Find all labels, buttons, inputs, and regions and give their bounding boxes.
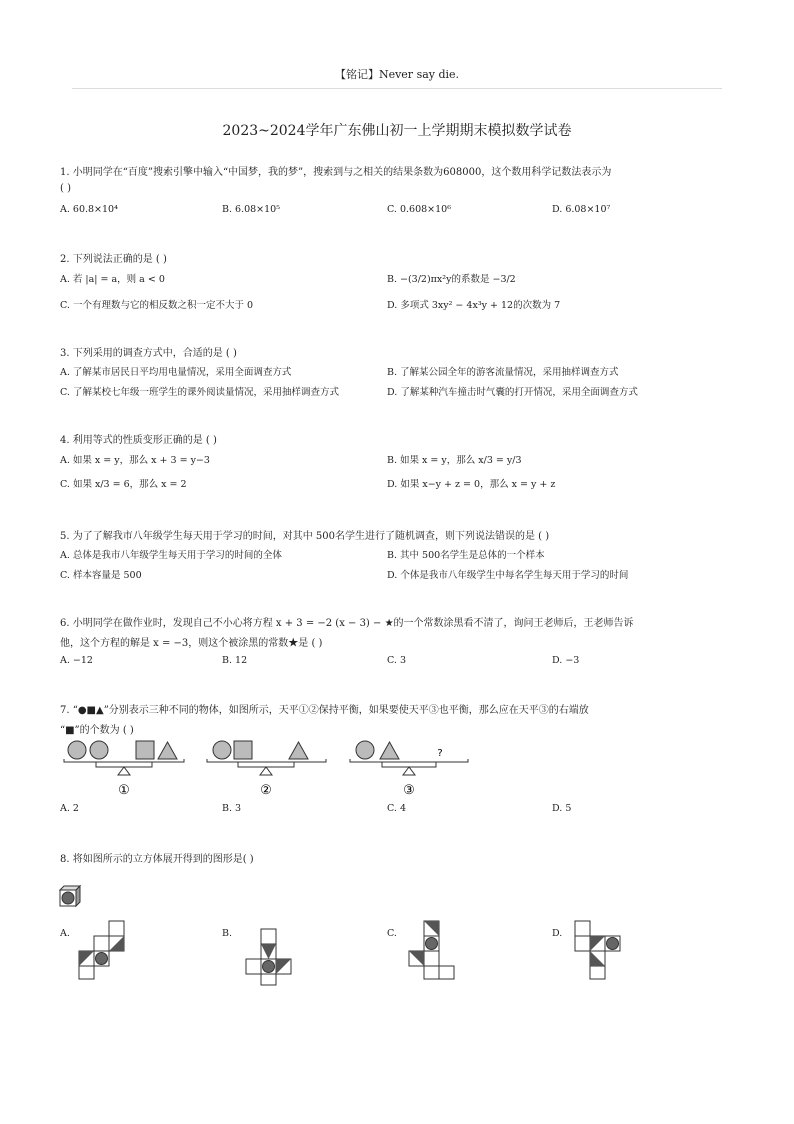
scale1-circle [90,741,108,759]
q6-option-a[interactable]: A. −12 [60,655,93,666]
q1-stem-line2: ( ) [60,183,71,194]
q2-option-c[interactable]: C. 一个有理数与它的相反数之积一定不大于 0 [60,300,254,311]
scale3-triangle [380,742,399,759]
q8-stem: 8. 将如图所示的立方体展开得到的图形是( ) [60,854,254,865]
q6-option-d[interactable]: D. −3 [552,655,580,666]
q7-stem-line2: “■”的个数为 ( ) [60,725,134,736]
q5-option-d[interactable]: D. 个体是我市八年级学生中每名学生每天用于学习的时间 [387,570,629,581]
scale2-circle [213,741,231,759]
q3-option-c[interactable]: C. 了解某校七年级一班学生的课外阅读量情况，采用抽样调查方式 [60,387,339,398]
q4-option-c[interactable]: C. 如果 x/3 = 6，那么 x = 2 [60,479,187,490]
q2-option-a[interactable]: A. 若 |a| = a，则 a < 0 [60,274,165,285]
q2-stem: 2. 下列说法正确的是 ( ) [60,254,167,265]
q1-option-b[interactable]: B. 6.08×10⁵ [222,204,281,215]
scale1-circle [68,741,86,759]
motto: 【铭记】Never say die. [334,68,460,81]
cube-icon [58,884,82,908]
q5-option-a[interactable]: A. 总体是我市八年级学生每天用于学习的时间的全体 [60,550,282,561]
q8-option-d[interactable]: D. [552,928,563,939]
scale1-square [136,741,154,759]
q5-option-b[interactable]: B. 其中 500名学生是总体的一个样本 [387,550,545,561]
net-a-figure [78,920,128,980]
q7-option-a[interactable]: A. 2 [60,803,79,814]
page-title: 2023~2024学年广东佛山初一上学期期末模拟数学试卷 [222,123,572,139]
q3-option-b[interactable]: B. 了解某公园全年的游客流量情况，采用抽样调查方式 [387,367,619,378]
q3-option-d[interactable]: D. 了解某种汽车撞击时气囊的打开情况，采用全面调查方式 [387,387,638,398]
net-d-figure [574,920,624,980]
scale2-label: ② [260,783,272,798]
q5-option-c[interactable]: C. 样本容量是 500 [60,570,142,581]
q4-option-b[interactable]: B. 如果 x = y，那么 x/3 = y/3 [387,455,522,466]
q8-option-b[interactable]: B. [222,928,233,939]
q8-option-a[interactable]: A. [60,928,70,939]
net-c-figure [408,920,458,980]
q7-option-c[interactable]: C. 4 [387,803,407,814]
q7-option-b[interactable]: B. 3 [222,803,242,814]
q1-option-a[interactable]: A. 60.8×10⁴ [60,204,118,215]
q4-option-d[interactable]: D. 如果 x−y + z = 0，那么 x = y + z [387,479,556,490]
scale3-question-mark: ? [437,748,443,759]
balance-scales-figure [60,738,480,800]
q1-option-c[interactable]: C. 0.608×10⁶ [387,204,452,215]
q6-option-c[interactable]: C. 3 [387,655,407,666]
q1-stem-line1: 1. 小明同学在“百度”搜索引擎中输入“中国梦，我的梦”，搜索到与之相关的结果条数为608000，这个数用科学记数法表示为 [60,167,612,178]
q5-stem: 5. 为了了解我市八年级学生每天用于学习的时间，对其中 500名学生进行了随机调查，则下列说法错误的是 ( ) [60,531,550,542]
q7-stem-line1: 7. “●■▲”分别表示三种不同的物体，如图所示，天平①②保持平衡，如果要使天平③也平衡，那么应在天平③的右端放 [60,705,589,716]
q6-option-b[interactable]: B. 12 [222,655,248,666]
q4-stem: 4. 利用等式的性质变形正确的是 ( ) [60,435,217,446]
scale3-circle [356,741,374,759]
scale1-label: ① [118,783,130,798]
q6-stem-line1: 6. 小明同学在做作业时，发现自己不小心将方程 x + 3 = −2 (x − 3) − ★的一个常数涂黑看不清了，询问王老师后，王老师告诉 [60,618,634,629]
q3-option-a[interactable]: A. 了解某市居民日平均用电量情况，采用全面调查方式 [60,367,292,378]
q1-option-d[interactable]: D. 6.08×10⁷ [552,204,611,215]
net-b-figure [245,928,295,986]
q7-option-d[interactable]: D. 5 [552,803,572,814]
q2-option-b[interactable]: B. −(3/2)πx²y的系数是 −3/2 [387,274,516,285]
scale1-triangle [158,742,177,759]
scale2-square [234,741,252,759]
q8-option-c[interactable]: C. [387,928,397,939]
q6-stem-line2: 他，这个方程的解是 x = −3，则这个被涂黑的常数★是 ( ) [60,638,323,649]
q3-stem: 3. 下列采用的调查方式中，合适的是 ( ) [60,348,237,359]
header-divider [72,88,722,89]
q2-option-d[interactable]: D. 多项式 3xy² − 4x³y + 12的次数为 7 [387,300,561,311]
scale3-label: ③ [403,783,415,798]
scale2-triangle [289,742,308,759]
q4-option-a[interactable]: A. 如果 x = y，那么 x + 3 = y−3 [60,455,210,466]
